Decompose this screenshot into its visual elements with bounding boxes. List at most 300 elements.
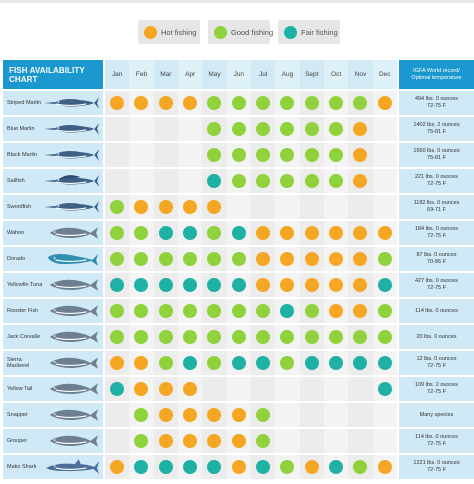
month-cell: [105, 117, 129, 141]
fish-name-cell: [3, 351, 103, 375]
fish-name: Dorado: [7, 256, 26, 262]
month-cell: [300, 455, 324, 479]
legend-label: Good fishing: [231, 27, 274, 37]
availability-dot-good: [256, 96, 270, 110]
fish-name-cell: [3, 221, 103, 245]
month-cells: [105, 221, 397, 245]
month-cell: [154, 195, 178, 219]
availability-dot-hot: [305, 278, 319, 292]
fish-name-cell: [3, 377, 103, 401]
month-cell: [275, 377, 299, 401]
optimal-temperature: 72-75 F: [427, 389, 446, 395]
legend-label: Fair fishing: [301, 27, 338, 37]
availability-dot-good: [378, 304, 392, 318]
month-label: Oct: [331, 71, 342, 78]
month-label: Nov: [354, 71, 367, 78]
month-cell: [348, 117, 372, 141]
availability-dot-good: [305, 96, 319, 110]
availability-dot-hot: [232, 434, 246, 448]
month-header-sept: [300, 60, 324, 89]
month-cell: [105, 169, 129, 193]
availability-dot-hot: [378, 226, 392, 240]
jack-icon: [42, 328, 100, 346]
availability-dot-fair: [134, 460, 148, 474]
month-cell: [373, 325, 397, 349]
month-cell: [251, 169, 275, 193]
availability-dot-fair: [378, 382, 392, 396]
world-record: Many species: [419, 411, 454, 418]
optimal-temperature: 69-71 F: [427, 207, 446, 213]
availability-dot-good: [110, 252, 124, 266]
availability-dot-good: [329, 122, 343, 136]
availability-dot-hot: [159, 200, 173, 214]
availability-dot-fair: [378, 356, 392, 370]
month-cell: [348, 299, 372, 323]
fish-rows: [3, 91, 474, 479]
month-cell: [105, 403, 129, 427]
month-cell: [251, 377, 275, 401]
month-cell: [300, 169, 324, 193]
month-cell: [154, 117, 178, 141]
month-label: Aug: [281, 71, 294, 78]
availability-dot-fair: [159, 226, 173, 240]
month-cell: [324, 195, 348, 219]
month-cell: [129, 195, 153, 219]
availability-dot-good: [134, 304, 148, 318]
month-cell: [275, 117, 299, 141]
month-cell: [300, 221, 324, 245]
availability-dot-good: [305, 304, 319, 318]
availability-dot-hot: [110, 460, 124, 474]
swordfish-icon: [42, 198, 100, 216]
record-cell: [399, 169, 474, 193]
fish-row: [3, 429, 474, 453]
month-cell: [202, 403, 226, 427]
month-cell: [105, 377, 129, 401]
month-label: Jul: [258, 71, 268, 78]
availability-dot-fair: [183, 278, 197, 292]
optimal-temperature: 72-75 F: [427, 441, 446, 447]
month-cell: [105, 299, 129, 323]
grouper-icon: [42, 432, 100, 450]
month-header-may: [202, 60, 226, 89]
availability-dot-good: [110, 200, 124, 214]
month-label: Jan: [111, 71, 123, 78]
fish-name: Sierra Mackerel: [7, 357, 30, 369]
availability-dot-good: [183, 330, 197, 344]
optimal-temperature: 72-75 F: [427, 103, 446, 109]
world-record: 221 lbs. 0 ounces: [414, 174, 459, 180]
month-cell: [154, 169, 178, 193]
availability-dot-fair: [183, 226, 197, 240]
month-cell: [129, 117, 153, 141]
month-cell: [275, 455, 299, 479]
availability-dot-good: [159, 356, 173, 370]
availability-dot-good: [378, 330, 392, 344]
month-cell: [373, 117, 397, 141]
optimal-temperature: 72-75 F: [427, 285, 446, 291]
availability-dot-good: [232, 148, 246, 162]
availability-dot-good: [134, 252, 148, 266]
availability-dot-good: [378, 252, 392, 266]
availability-dot-fair: [207, 174, 221, 188]
fish-row: [3, 403, 474, 427]
availability-dot-hot: [183, 96, 197, 110]
availability-dot-good: [280, 330, 294, 344]
month-cell: [348, 195, 372, 219]
month-cell: [348, 143, 372, 167]
fish-name-cell: [3, 195, 103, 219]
fish-row: [3, 221, 474, 245]
wahoo-icon: [42, 224, 100, 242]
availability-dot-good: [305, 122, 319, 136]
availability-dot-good: [207, 252, 221, 266]
availability-dot-good: [110, 330, 124, 344]
world-record: 1402 lbs. 2 ounces: [413, 122, 460, 128]
availability-dot-hot: [134, 356, 148, 370]
availability-dot-hot: [256, 278, 270, 292]
month-cell: [324, 299, 348, 323]
record-cell: [399, 351, 474, 375]
month-cell: [275, 403, 299, 427]
optimal-temperature: 72-75 F: [427, 233, 446, 239]
month-cell: [251, 247, 275, 271]
month-cell: [348, 169, 372, 193]
month-cells: [105, 455, 397, 479]
month-cell: [348, 325, 372, 349]
month-cell: [275, 143, 299, 167]
dorado-icon: [42, 250, 100, 268]
month-cell: [373, 351, 397, 375]
availability-dot-good: [329, 174, 343, 188]
shark-icon: [42, 458, 100, 476]
month-cell: [154, 455, 178, 479]
month-cell: [251, 429, 275, 453]
month-cell: [324, 325, 348, 349]
world-record: 1182 lbs. 0 ounces: [413, 200, 460, 206]
month-cell: [251, 117, 275, 141]
month-cell: [227, 455, 251, 479]
month-cell: [154, 143, 178, 167]
availability-dot-fair: [353, 356, 367, 370]
record-cell: [399, 377, 474, 401]
month-cell: [154, 91, 178, 115]
fish-name-cell: [3, 299, 103, 323]
month-cell: [348, 455, 372, 479]
fish-row: [3, 299, 474, 323]
availability-dot-hot: [134, 382, 148, 396]
month-cell: [324, 247, 348, 271]
month-cell: [178, 195, 202, 219]
month-cell: [251, 351, 275, 375]
month-cell: [300, 351, 324, 375]
month-cell: [227, 195, 251, 219]
month-cell: [227, 143, 251, 167]
month-label: Dec: [378, 71, 391, 78]
availability-dot-fair: [305, 356, 319, 370]
availability-dot-good: [207, 148, 221, 162]
availability-dot-fair: [110, 382, 124, 396]
month-cell: [105, 273, 129, 297]
fish-name-cell: [3, 143, 103, 167]
availability-dot-hot: [305, 226, 319, 240]
month-cell: [178, 377, 202, 401]
month-cell: [129, 429, 153, 453]
availability-dot-good: [280, 148, 294, 162]
month-cell: [105, 247, 129, 271]
month-cell: [154, 377, 178, 401]
availability-dot-good: [134, 434, 148, 448]
month-cell: [178, 91, 202, 115]
record-cell: [399, 117, 474, 141]
month-cell: [129, 403, 153, 427]
availability-dot-good: [207, 330, 221, 344]
month-cell: [300, 117, 324, 141]
record-header-line2: Optimal temperature: [411, 74, 462, 81]
month-cell: [178, 455, 202, 479]
month-cell: [373, 169, 397, 193]
month-cell: [227, 299, 251, 323]
fish-availability-chart: [3, 60, 474, 481]
month-cell: [129, 91, 153, 115]
month-cell: [373, 403, 397, 427]
fish-row: [3, 247, 474, 271]
availability-dot-good: [280, 96, 294, 110]
optimal-temperature: 75-81 F: [427, 155, 446, 161]
legend: [138, 20, 340, 44]
month-cell: [202, 429, 226, 453]
month-cells: [105, 195, 397, 219]
chart-title: FISH AVAILABILITY CHART: [9, 65, 85, 84]
fish-name-cell: [3, 117, 103, 141]
fish-row: [3, 117, 474, 141]
month-cell: [227, 117, 251, 141]
availability-dot-hot: [305, 252, 319, 266]
month-cell: [275, 351, 299, 375]
month-cells: [105, 299, 397, 323]
month-cell: [129, 143, 153, 167]
availability-dot-good: [110, 304, 124, 318]
fish-row: [3, 325, 474, 349]
month-cell: [324, 403, 348, 427]
month-cell: [202, 455, 226, 479]
legend-item-hot: [138, 20, 200, 44]
tuna-icon: [42, 276, 100, 294]
month-cell: [202, 221, 226, 245]
month-cell: [202, 169, 226, 193]
availability-dot-hot: [353, 122, 367, 136]
fish-name: Striped Marlin: [7, 100, 41, 106]
month-cell: [227, 377, 251, 401]
month-cell: [300, 247, 324, 271]
month-header-jan: [105, 60, 129, 89]
fish-name-cell: [3, 429, 103, 453]
month-cell: [324, 169, 348, 193]
record-cell: [399, 247, 474, 271]
month-cell: [154, 273, 178, 297]
availability-dot-hot: [280, 252, 294, 266]
world-record: 1560 lbs. 0 ounces: [413, 148, 460, 154]
availability-dot-fair: [232, 226, 246, 240]
month-cell: [129, 299, 153, 323]
availability-dot-hot: [329, 252, 343, 266]
availability-dot-good: [183, 304, 197, 318]
month-cell: [275, 247, 299, 271]
month-cells: [105, 117, 397, 141]
fish-name: Yellow Tail: [7, 386, 33, 392]
month-cells: [105, 351, 397, 375]
availability-dot-good: [207, 356, 221, 370]
month-cell: [251, 403, 275, 427]
availability-dot-good: [159, 252, 173, 266]
month-header-apr: [178, 60, 202, 89]
availability-dot-hot: [207, 408, 221, 422]
availability-dot-fair: [159, 460, 173, 474]
world-record: 109 lbs. 2 ounces: [414, 382, 459, 388]
month-cells: [105, 403, 397, 427]
availability-dot-hot: [329, 278, 343, 292]
month-cells: [105, 325, 397, 349]
fish-row: [3, 143, 474, 167]
month-cell: [348, 351, 372, 375]
month-cells: [105, 273, 397, 297]
month-cell: [227, 247, 251, 271]
header-row: [3, 60, 474, 89]
availability-dot-good: [134, 226, 148, 240]
month-cell: [178, 351, 202, 375]
availability-dot-hot: [353, 148, 367, 162]
month-cell: [251, 143, 275, 167]
month-cell: [373, 377, 397, 401]
record-cell: [399, 91, 474, 115]
optimal-temperature: 70-86 F: [427, 259, 446, 265]
month-cell: [275, 429, 299, 453]
month-cell: [275, 273, 299, 297]
availability-dot-fair: [207, 278, 221, 292]
record-cell: [399, 143, 474, 167]
availability-dot-hot: [329, 304, 343, 318]
month-cell: [348, 403, 372, 427]
month-cell: [275, 91, 299, 115]
month-cell: [324, 143, 348, 167]
availability-dot-hot: [353, 226, 367, 240]
month-header-nov: [348, 60, 372, 89]
availability-dot-good: [256, 122, 270, 136]
month-cell: [251, 325, 275, 349]
fish-row: [3, 351, 474, 375]
availability-dot-good: [232, 330, 246, 344]
month-cell: [251, 221, 275, 245]
month-cell: [300, 429, 324, 453]
world-record: 114 lbs. 0 ounces: [415, 307, 458, 314]
month-cell: [373, 273, 397, 297]
availability-dot-hot: [159, 382, 173, 396]
availability-dot-fair: [329, 356, 343, 370]
month-cell: [300, 143, 324, 167]
availability-dot-hot: [159, 96, 173, 110]
availability-dot-fair: [329, 460, 343, 474]
chart-title-cell: [3, 60, 103, 89]
availability-dot-hot: [329, 226, 343, 240]
month-cell: [178, 325, 202, 349]
month-cell: [300, 91, 324, 115]
fish-row: [3, 195, 474, 219]
mackerel-icon: [42, 354, 100, 372]
month-cell: [227, 273, 251, 297]
month-cell: [178, 169, 202, 193]
fish-name: Swordfish: [7, 204, 32, 210]
month-cell: [324, 117, 348, 141]
month-cell: [373, 221, 397, 245]
fish-row: [3, 377, 474, 401]
month-cell: [324, 91, 348, 115]
availability-dot-fair: [183, 356, 197, 370]
month-cell: [227, 351, 251, 375]
month-cell: [275, 325, 299, 349]
month-cell: [202, 91, 226, 115]
fish-name-cell: [3, 403, 103, 427]
optimal-temperature: 72-75 F: [427, 181, 446, 187]
availability-dot-hot: [280, 226, 294, 240]
availability-dot-hot: [378, 96, 392, 110]
availability-dot-good: [256, 304, 270, 318]
availability-dot-good: [207, 226, 221, 240]
month-cell: [324, 351, 348, 375]
world-record: 427 lbs. 0 ounces: [414, 278, 459, 284]
availability-dot-good: [280, 460, 294, 474]
availability-dot-fair: [207, 460, 221, 474]
month-cell: [178, 273, 202, 297]
month-cell: [300, 403, 324, 427]
month-cell: [227, 221, 251, 245]
month-cell: [178, 403, 202, 427]
month-cell: [154, 247, 178, 271]
record-cell: [399, 325, 474, 349]
month-cell: [348, 91, 372, 115]
month-cells: [105, 91, 397, 115]
availability-dot-fair: [280, 304, 294, 318]
month-cell: [324, 221, 348, 245]
month-cell: [178, 247, 202, 271]
month-cell: [373, 455, 397, 479]
month-cell: [324, 377, 348, 401]
availability-dot-hot: [256, 252, 270, 266]
availability-dot-good: [159, 330, 173, 344]
availability-dot-good: [232, 304, 246, 318]
month-label: Jun: [233, 71, 245, 78]
month-label: Sept: [305, 71, 319, 78]
month-cell: [324, 429, 348, 453]
availability-dot-good: [256, 434, 270, 448]
record-header-cell: [399, 60, 474, 89]
availability-dot-fair: [110, 278, 124, 292]
month-cell: [227, 325, 251, 349]
roosterfish-icon: [42, 302, 100, 320]
month-cell: [178, 429, 202, 453]
optimal-temperature: 72-75 F: [427, 467, 446, 473]
fish-name: Yellowfin Tuna: [7, 282, 43, 288]
month-cell: [348, 247, 372, 271]
availability-dot-hot: [280, 278, 294, 292]
record-cell: [399, 195, 474, 219]
availability-dot-fair: [378, 278, 392, 292]
availability-dot-good: [207, 96, 221, 110]
availability-dot-good: [305, 174, 319, 188]
record-header-line1: IGFA World record/: [413, 67, 460, 74]
month-cell: [202, 273, 226, 297]
month-cell: [251, 91, 275, 115]
month-cell: [202, 325, 226, 349]
